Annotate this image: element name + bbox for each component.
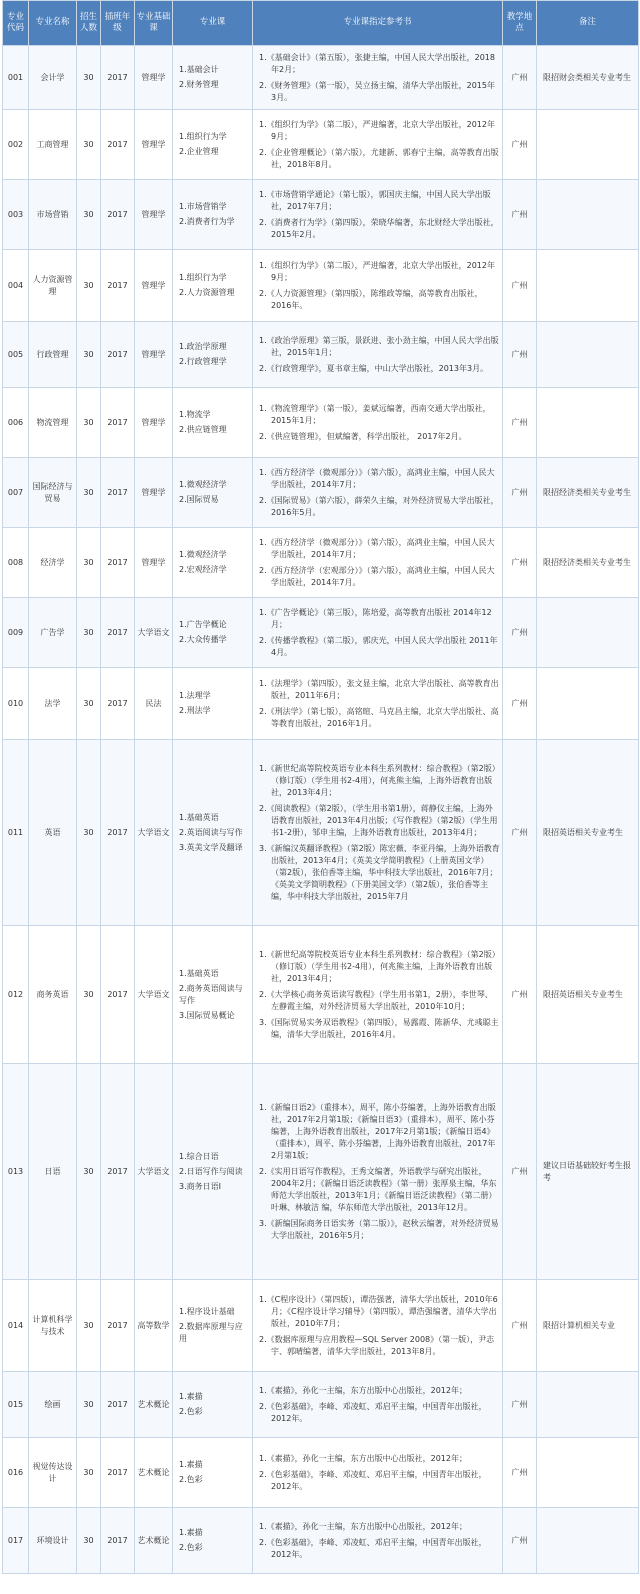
course-item: 1.素描: [179, 1392, 203, 1401]
cell-courses: [173, 1438, 253, 1508]
cell-books: [253, 926, 503, 1064]
cell-base-course: 管理学: [135, 46, 173, 110]
course-item: 2.商务英语阅读与写作: [179, 983, 243, 1005]
book-item: 1.《新编日语2》（重排本），周平，陈小芬编著，上海外语教育出版社，2017年2月第1版；《新编日语3》（重排本），周平、陈小芬编著，上海外语教育出版社，2017年2月第1版；《新编日语4》（重排本），周平、陈小芬编著，上海外语教育出版社，2017年2月第1版；: [259, 1102, 496, 1160]
header-count: 招生人数: [77, 1, 101, 46]
cell-code: 014: [3, 1280, 29, 1372]
cell-place: 广州: [503, 598, 537, 668]
cell-base-course: 管理学: [135, 180, 173, 250]
cell-grade: 2017: [101, 1438, 135, 1508]
cell-note: [537, 250, 639, 322]
cell-base-course: 管理学: [135, 528, 173, 598]
table-row: [3, 1438, 639, 1508]
cell-code: 016: [3, 1438, 29, 1508]
cell-books: [253, 668, 503, 740]
cell-place: 广州: [503, 322, 537, 388]
book-item: 2.《企业管理概论》（第六版），尤建新、郭春宁主编，高等教育出版社，2018年8月。: [259, 147, 499, 169]
header-courses: 专业课: [173, 1, 253, 46]
cell-count: 30: [77, 388, 101, 458]
table-row: [3, 598, 639, 668]
cell-place: 广州: [503, 46, 537, 110]
cell-code: 008: [3, 528, 29, 598]
course-item: 1.程序设计基础: [179, 1307, 235, 1316]
table-row: [3, 740, 639, 926]
cell-courses: [173, 598, 253, 668]
header-books: 专业课指定参考书: [253, 1, 503, 46]
book-item: 2.《色彩基础》，李峰、邓凌虹、邓启平主编，中国青年出版社，2012年。: [259, 1537, 487, 1559]
cell-grade: 2017: [101, 1508, 135, 1574]
cell-note: 限招英语相关专业考生: [537, 926, 639, 1064]
cell-name: 法学: [29, 668, 77, 740]
cell-note: [537, 388, 639, 458]
table-row: [3, 110, 639, 180]
table-row: [3, 1372, 639, 1438]
course-item: 2.消费者行为学: [179, 217, 235, 226]
course-item: 3.英美文学及翻译: [179, 842, 243, 852]
cell-books: [253, 1438, 503, 1508]
cell-grade: 2017: [101, 528, 135, 598]
cell-grade: 2017: [101, 1064, 135, 1280]
cell-count: 30: [77, 458, 101, 528]
book-item: 2.《行政管理学》，夏书章主编，中山大学出版社，2013年3月。: [259, 363, 489, 373]
cell-code: 004: [3, 250, 29, 322]
cell-note: [537, 668, 639, 740]
cell-place: 广州: [503, 740, 537, 926]
book-item: 2.《刑法学》（第七版），高铭暄、马克昌主编，北京大学出版社、高等教育出版社，2016年1月。: [259, 706, 499, 728]
cell-name: 计算机科学与技术: [29, 1280, 77, 1372]
course-item: 2.色彩: [179, 1475, 203, 1484]
cell-books: [253, 250, 503, 322]
book-item: 1.《市场营销学通论》（第七版），郭国庆主编，中国人民大学出版社，2017年7月；: [259, 189, 491, 211]
book-item: 2.《阅读教程》（第2版），（学生用书第1册），蒋静仪主编，上海外语教育出版社，2013年4月出版；《写作教程》（第2版）（学生用书1-2册），邹申主编，上海外语教育出版社，2013年4月；: [259, 803, 498, 837]
cell-count: 30: [77, 740, 101, 926]
table-row: [3, 668, 639, 740]
cell-name: 商务英语: [29, 926, 77, 1064]
cell-grade: 2017: [101, 110, 135, 180]
cell-place: 广州: [503, 1064, 537, 1280]
book-item: 1.《组织行为学》（第二版），严进编著，北京大学出版社，2012年9月；: [259, 260, 495, 282]
table-header: [3, 1, 639, 46]
cell-code: 012: [3, 926, 29, 1064]
course-item: 3.商务日语Ⅰ: [179, 1181, 221, 1191]
cell-courses: [173, 46, 253, 110]
table-row: [3, 180, 639, 250]
book-item: 3.《新编国际商务日语实务（第二版）》，赵秋云编著，对外经济贸易大学出版社，2016年5月；: [259, 1218, 499, 1240]
cell-place: 广州: [503, 180, 537, 250]
cell-books: [253, 458, 503, 528]
cell-base-course: 管理学: [135, 110, 173, 180]
cell-note: 限招计算机相关专业: [537, 1280, 639, 1372]
course-item: 2.行政管理学: [179, 357, 227, 366]
course-item: 2.色彩: [179, 1543, 203, 1552]
cell-name: 国际经济与贸易: [29, 458, 77, 528]
course-item: 1.广告学概论: [179, 620, 227, 629]
cell-grade: 2017: [101, 322, 135, 388]
course-item: 1.市场营销学: [179, 202, 227, 211]
course-item: 1.素描: [179, 1460, 203, 1469]
cell-courses: [173, 180, 253, 250]
cell-note: [537, 598, 639, 668]
table-row: [3, 46, 639, 110]
cell-courses: [173, 740, 253, 926]
cell-count: 30: [77, 598, 101, 668]
book-item: 1.《法理学》（第四版），张文显主编，北京大学出版社、高等教育出版社，2011年6月；: [259, 678, 499, 700]
cell-grade: 2017: [101, 668, 135, 740]
cell-name: 英语: [29, 740, 77, 926]
cell-count: 30: [77, 1064, 101, 1280]
book-item: 2.《国际贸易》（第六版），薛荣久主编，对外经济贸易大学出版社，2016年5月。: [259, 495, 499, 517]
course-item: 2.企业管理: [179, 147, 219, 156]
cell-courses: [173, 1372, 253, 1438]
cell-count: 30: [77, 180, 101, 250]
book-item: 2.《传播学教程》（第二版），郭庆光，中国人民大学出版社 2011年4月。: [259, 635, 498, 657]
book-item: 1.《广告学概论》（第三版），陈培爱，高等教育出版社 2014年12月；: [259, 607, 492, 629]
cell-note: 建议日语基础较好考生报考: [537, 1064, 639, 1280]
cell-count: 30: [77, 528, 101, 598]
cell-note: [537, 322, 639, 388]
table-row: [3, 250, 639, 322]
course-item: 2.刑法学: [179, 706, 211, 715]
cell-courses: [173, 668, 253, 740]
cell-count: 30: [77, 1438, 101, 1508]
course-item: 2.宏观经济学: [179, 565, 227, 574]
cell-place: 广州: [503, 110, 537, 180]
cell-name: 广告学: [29, 598, 77, 668]
course-item: 2.大众传播学: [179, 635, 227, 644]
header-code: 专业代码: [3, 1, 29, 46]
cell-books: [253, 1372, 503, 1438]
cell-name: 经济学: [29, 528, 77, 598]
cell-books: [253, 1064, 503, 1280]
cell-courses: [173, 388, 253, 458]
course-item: 2.英语阅读与写作: [179, 827, 243, 837]
cell-note: [537, 1438, 639, 1508]
course-item: 1.法理学: [179, 691, 211, 700]
course-item: 2.供应链管理: [179, 425, 227, 434]
cell-code: 005: [3, 322, 29, 388]
cell-count: 30: [77, 250, 101, 322]
cell-base-course: 大学语文: [135, 926, 173, 1064]
cell-code: 010: [3, 668, 29, 740]
book-item: 2.《消费者行为学》（第四版），荣晓华编著，东北财经大学出版社，2015年2月。: [259, 217, 499, 239]
cell-note: 限招财会类相关专业考生: [537, 46, 639, 110]
table-row: [3, 926, 639, 1064]
course-item: 2.财务管理: [179, 80, 219, 89]
enrollment-table: [2, 0, 639, 1574]
cell-books: [253, 598, 503, 668]
cell-code: 007: [3, 458, 29, 528]
course-item: 1.政治学原理: [179, 342, 227, 351]
cell-grade: 2017: [101, 598, 135, 668]
book-item: 2.《财务管理》（第一版），吴立扬主编，清华大学出版社，2015年3月。: [259, 80, 495, 102]
table-row: [3, 322, 639, 388]
cell-code: 002: [3, 110, 29, 180]
cell-place: 广州: [503, 388, 537, 458]
cell-count: 30: [77, 110, 101, 180]
cell-courses: [173, 250, 253, 322]
cell-books: [253, 322, 503, 388]
course-item: 1.组织行为学: [179, 273, 227, 282]
book-item: 2.《大学核心商务英语读写教程》（学生用书第1，2册），李世琴、左静霞主编，对外经济贸易大学出版社，2010年10月；: [259, 989, 493, 1011]
cell-books: [253, 1508, 503, 1574]
cell-base-course: 管理学: [135, 322, 173, 388]
book-item: 1.《素描》，孙化一主编，东方出版中心出版社，2012年；: [259, 1521, 467, 1531]
cell-base-course: 艺术概论: [135, 1372, 173, 1438]
cell-courses: [173, 1064, 253, 1280]
book-item: 1.《组织行为学》（第二版），严进编著，北京大学出版社，2012年9月；: [259, 119, 495, 141]
cell-count: 30: [77, 926, 101, 1064]
book-item: 1.《西方经济学（微观部分）》（第六版），高鸿业主编，中国人民大学出版社，2014年7月；: [259, 537, 495, 559]
cell-note: [537, 1508, 639, 1574]
cell-base-course: 高等数学: [135, 1280, 173, 1372]
cell-place: 广州: [503, 250, 537, 322]
cell-count: 30: [77, 668, 101, 740]
cell-code: 011: [3, 740, 29, 926]
cell-grade: 2017: [101, 250, 135, 322]
cell-name: 视觉传达设计: [29, 1438, 77, 1508]
cell-base-course: 管理学: [135, 388, 173, 458]
header-note: 备注: [537, 1, 639, 46]
course-item: 1.基础英语: [179, 812, 219, 822]
cell-grade: 2017: [101, 1280, 135, 1372]
cell-courses: [173, 110, 253, 180]
course-item: 2.色彩: [179, 1407, 203, 1416]
cell-code: 003: [3, 180, 29, 250]
header-base-course: 专业基础课: [135, 1, 173, 46]
enrollment-table-container: [2, 0, 638, 1574]
cell-name: 日语: [29, 1064, 77, 1280]
course-item: 1.综合日语: [179, 1151, 219, 1161]
book-item: 1.《西方经济学（微观部分）》（第六版），高鸿业主编，中国人民大学出版社，2014年7月；: [259, 467, 495, 489]
cell-name: 人力资源管理: [29, 250, 77, 322]
cell-grade: 2017: [101, 1372, 135, 1438]
course-item: 1.微观经济学: [179, 480, 227, 489]
book-item: 2.《人力资源管理》（第四版），陈维政等编，高等教育出版社，2016年。: [259, 288, 483, 310]
cell-name: 行政管理: [29, 322, 77, 388]
course-item: 3.国际贸易概论: [179, 1010, 235, 1020]
header-name: 专业名称: [29, 1, 77, 46]
table-row: [3, 1508, 639, 1574]
course-item: 1.基础英语: [179, 968, 219, 978]
table-row: [3, 528, 639, 598]
cell-name: 市场营销: [29, 180, 77, 250]
course-item: 2.国际贸易: [179, 495, 219, 504]
cell-code: 015: [3, 1372, 29, 1438]
cell-note: 限招经济类相关专业考生: [537, 458, 639, 528]
book-item: 1.《基础会计》（第五版），张捷主编，中国人民大学出版社，2018年2月；: [259, 52, 495, 74]
table-row: [3, 1064, 639, 1280]
cell-count: 30: [77, 1280, 101, 1372]
cell-place: 广州: [503, 926, 537, 1064]
cell-place: 广州: [503, 458, 537, 528]
cell-count: 30: [77, 1372, 101, 1438]
book-item: 2.《色彩基础》，李峰、邓凌虹、邓启平主编，中国青年出版社，2012年。: [259, 1401, 487, 1423]
cell-count: 30: [77, 46, 101, 110]
cell-note: [537, 1372, 639, 1438]
cell-name: 绘画: [29, 1372, 77, 1438]
cell-base-course: 管理学: [135, 250, 173, 322]
course-item: 2.人力资源管理: [179, 288, 235, 297]
book-item: 3.《国际贸易实务双语教程》（第四版），易露霞、陈新华、尤彧聪主编，清华大学出版社，2016年4月。: [259, 1017, 499, 1039]
cell-grade: 2017: [101, 740, 135, 926]
course-item: 1.微观经济学: [179, 550, 227, 559]
cell-base-course: 艺术概论: [135, 1438, 173, 1508]
cell-books: [253, 1280, 503, 1372]
course-item: 1.组织行为学: [179, 132, 227, 141]
book-item: 1.《新世纪高等院校英语专业本科生系列教材：综合教程》（第2版）（修订版）（学生用书2-4用），何兆熊主编，上海外语教育出版社，2013年4月；: [259, 949, 500, 983]
book-item: 3.《新编汉英翻译教程》（第2版）陈宏薇、李亚丹编，上海外语教育出版社，2013年4月；《英美文学简明教程》（上册英国文学）（第2版），张伯香等主编，华中科技大学出版社，2016年7月；《英美文学简明教程》（下册美国文学）（第2版），张伯香等主编，华中科技大学出版社，2015年7月: [259, 843, 500, 901]
cell-name: 物流管理: [29, 388, 77, 458]
book-item: 2.《供应链管理》，但斌编著，科学出版社， 2017年2月。: [259, 431, 467, 441]
cell-place: 广州: [503, 528, 537, 598]
cell-name: 工商管理: [29, 110, 77, 180]
course-item: 1.素描: [179, 1528, 203, 1537]
table-row: [3, 388, 639, 458]
cell-count: 30: [77, 322, 101, 388]
table-row: [3, 1280, 639, 1372]
book-item: 2.《西方经济学（宏观部分）》（第六版），高鸿业主编，中国人民大学出版社，2014年7月。: [259, 565, 495, 587]
cell-base-course: 大学语文: [135, 740, 173, 926]
cell-base-course: 民法: [135, 668, 173, 740]
cell-books: [253, 528, 503, 598]
cell-code: 009: [3, 598, 29, 668]
cell-books: [253, 110, 503, 180]
cell-base-course: 艺术概论: [135, 1508, 173, 1574]
course-item: 1.物流学: [179, 410, 211, 419]
header-grade: 插班年级: [101, 1, 135, 46]
cell-name: 会计学: [29, 46, 77, 110]
book-item: 1.《政治学原理》第三版，景跃进、张小劲主编，中国人民大学出版社，2015年1月；: [259, 335, 499, 357]
course-item: 2.日语写作与阅读: [179, 1166, 243, 1176]
cell-books: [253, 46, 503, 110]
course-item: 2.数据库原理与应用: [179, 1322, 243, 1343]
cell-note: 限招英语相关专业考生: [537, 740, 639, 926]
book-item: 1.《素描》，孙化一主编，东方出版中心出版社，2012年；: [259, 1453, 467, 1463]
book-item: 1.《素描》，孙化一主编，东方出版中心出版社，2012年；: [259, 1385, 467, 1395]
cell-code: 013: [3, 1064, 29, 1280]
cell-place: 广州: [503, 1280, 537, 1372]
cell-note: [537, 180, 639, 250]
course-item: 1.基础会计: [179, 65, 219, 74]
cell-courses: [173, 458, 253, 528]
header-place: 教学地点: [503, 1, 537, 46]
header-row: [3, 1, 639, 46]
cell-place: 广州: [503, 1438, 537, 1508]
cell-note: [537, 110, 639, 180]
cell-courses: [173, 926, 253, 1064]
cell-courses: [173, 1280, 253, 1372]
cell-code: 006: [3, 388, 29, 458]
cell-base-course: 大学语文: [135, 1064, 173, 1280]
cell-code: 017: [3, 1508, 29, 1574]
cell-place: 广州: [503, 668, 537, 740]
book-item: 1.《C程序设计》（第四版），谭浩强著，清华大学出版社，2010年6月；《C程序设计学习辅导》（第四版），谭浩强编著，清华大学出版社，2010年7月；: [259, 1294, 498, 1328]
cell-books: [253, 180, 503, 250]
cell-courses: [173, 1508, 253, 1574]
cell-books: [253, 740, 503, 926]
book-item: 2.《实用日语写作教程》，王秀文编著，外语教学与研究出版社，2004年2月；《新编日语泛读教程》（第一册）张厚泉主编，华东师范大学出版社，2013年1月；《新编日语泛读教程》（第二册）叶琳、林敏洁 编，华东师范大学出版社，2013年12月。: [259, 1166, 497, 1212]
book-item: 2.《数据库原理与应用教程—SQL Server 2008》（第一版），尹志宇、郭晴编著，清华大学出版社，2013年8月。: [259, 1334, 495, 1356]
cell-base-course: 管理学: [135, 458, 173, 528]
cell-courses: [173, 528, 253, 598]
cell-courses: [173, 322, 253, 388]
cell-place: 广州: [503, 1372, 537, 1438]
cell-name: 环境设计: [29, 1508, 77, 1574]
cell-grade: 2017: [101, 180, 135, 250]
cell-note: 限招经济类相关专业考生: [537, 528, 639, 598]
cell-base-course: 大学语文: [135, 598, 173, 668]
cell-grade: 2017: [101, 458, 135, 528]
cell-place: 广州: [503, 1508, 537, 1574]
cell-code: 001: [3, 46, 29, 110]
cell-count: 30: [77, 1508, 101, 1574]
book-item: 2.《色彩基础》，李峰、邓凌虹、邓启平主编，中国青年出版社，2012年。: [259, 1469, 487, 1491]
table-row: [3, 458, 639, 528]
book-item: 1.《物流管理学》（第一版），姜斌远编著，西南交通大学出版社，2015年1月；: [259, 403, 491, 425]
table-body: [3, 46, 639, 1574]
cell-grade: 2017: [101, 46, 135, 110]
cell-grade: 2017: [101, 926, 135, 1064]
book-item: 1.《新世纪高等院校英语专业本科生系列教材：综合教程》（第2版）（修订版）（学生用书2-4用），何兆熊主编，上海外语教育出版社，2013年4月；: [259, 763, 500, 797]
cell-grade: 2017: [101, 388, 135, 458]
cell-books: [253, 388, 503, 458]
